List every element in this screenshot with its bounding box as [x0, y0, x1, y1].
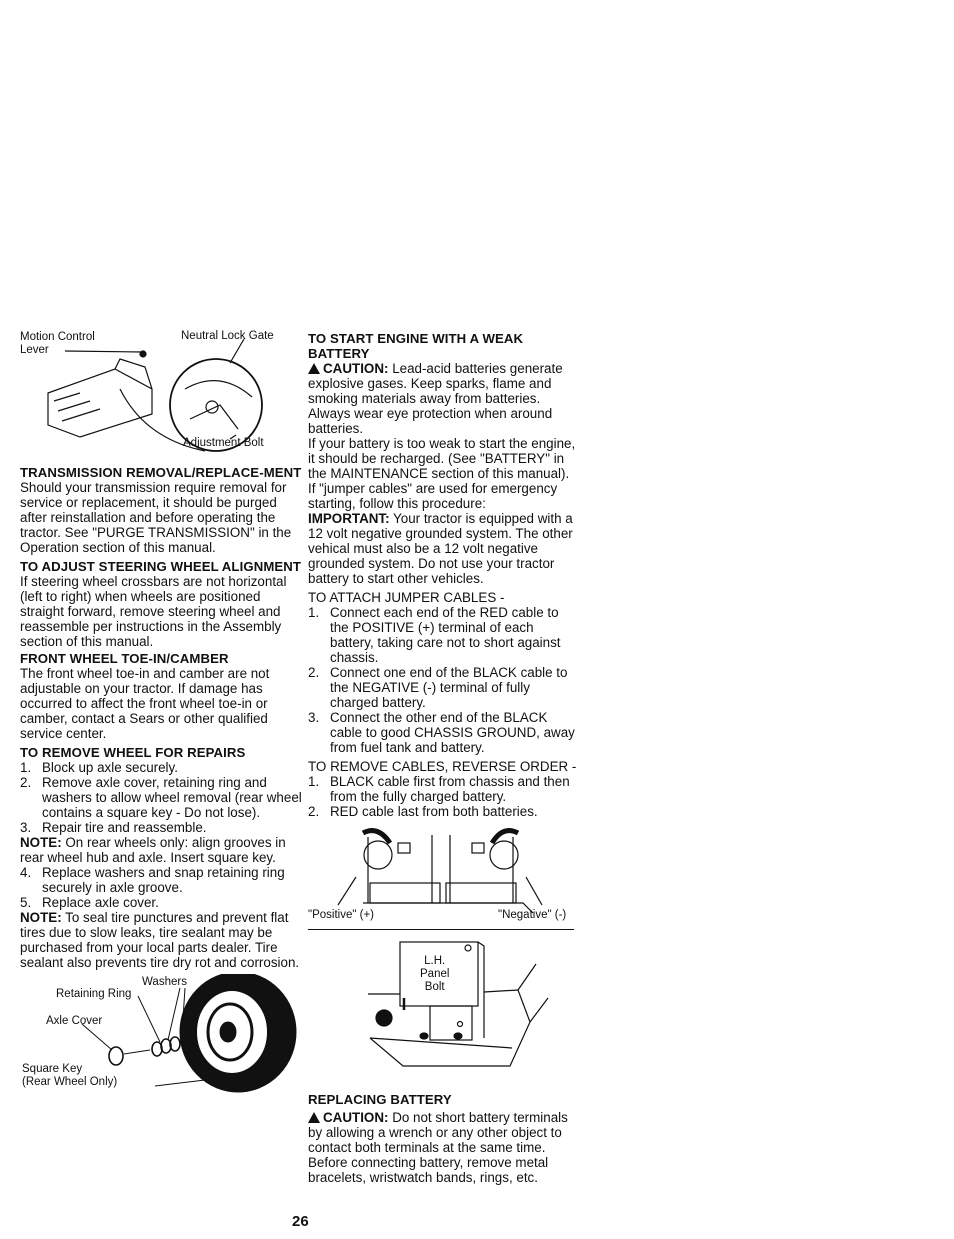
list-item: 4. Replace washers and snap retaining ring securely in axle groove. — [20, 865, 285, 895]
remove-wheel-steps — [20, 760, 302, 835]
battery-figure — [308, 825, 578, 925]
remove-wheel-title: TO REMOVE WHEEL FOR REPAIRS — [20, 745, 246, 760]
toe-in-title: FRONT WHEEL TOE-IN/CAMBER — [20, 651, 229, 666]
attach-cables-steps — [308, 605, 578, 755]
attach-cables-title: TO ATTACH JUMPER CABLES - — [308, 590, 505, 605]
steering-body: If steering wheel crossbars are not horizontal (left to right) when wheels are positioned straight forward, remove steering wheel and reassemble per instructions in the Assembly section of this manual. — [20, 574, 287, 649]
figure-divider — [308, 929, 574, 930]
page-number: 26 — [292, 1213, 309, 1230]
list-item: 1. Block up axle securely. — [20, 760, 178, 775]
important-note: IMPORTANT: Your tractor is equipped with a 12 volt negative grounded system. The other vehical must also be a 12 volt negative grounded system. Do not use your tractor battery to start other vehicles. — [308, 511, 573, 586]
axle-cover-label: Axle Cover — [46, 1015, 103, 1027]
list-item: 1. BLACK cable first from chassis and then from the fully charged battery. — [308, 774, 570, 804]
steering-title: TO ADJUST STEERING WHEEL ALIGNMENT — [20, 559, 302, 574]
retaining-ring-label: Retaining Ring — [56, 988, 132, 1000]
remove-wheel-steps-continued — [20, 865, 302, 910]
negative-label: "Negative" (-) — [498, 909, 567, 921]
washers-label: Washers — [142, 976, 187, 988]
left-column — [20, 329, 302, 1096]
replacing-battery-title: REPLACING BATTERY — [308, 1092, 452, 1107]
list-item: 2. Connect one end of the BLACK cable to the NEGATIVE (-) terminal of fully charged battery. — [308, 665, 568, 710]
positive-label: "Positive" (+) — [308, 909, 375, 921]
neutral-lock-gate-label: Neutral Lock Gate — [181, 330, 274, 342]
list-item: 2. Remove axle cover, retaining ring and washers to allow wheel removal (rear wheel contains a square key - Do not lose). — [20, 775, 302, 820]
caution-short-battery: CAUTION: Do not short battery terminals by allowing a wrench or any other object to contact both terminals at the same time. Before connecting battery, remove metal bracelets, wristwatch bands, rings, etc. — [308, 1110, 568, 1185]
list-item: 1. Connect each end of the RED cable to the POSITIVE (+) terminal of each battery, taking care not to short against chassis. — [308, 605, 561, 665]
toe-in-body: The front wheel toe-in and camber are not adjustable on your tractor. If damage has occurred to affect the front wheel toe-in or camber, contact a Sears or other qualified service center. — [20, 666, 270, 741]
warning-icon — [308, 1112, 320, 1123]
list-item: 5. Replace axle cover. — [20, 895, 159, 910]
remove-cables-title: TO REMOVE CABLES, REVERSE ORDER - — [308, 759, 577, 774]
remove-cables-steps — [308, 774, 578, 819]
list-item: 3. Connect the other end of the BLACK cable to good CHASSIS GROUND, away from fuel tank and battery. — [308, 710, 575, 755]
note-tire-sealant: NOTE: To seal tire punctures and prevent flat tires due to slow leaks, tire sealant may be purchased from your local parts dealer. Tire sealant also prevents tire dry rot and corrosion. — [20, 910, 300, 970]
caution-explosive-gases: CAUTION: Lead-acid batteries generate explosive gases. Keep sparks, flame and smoking materials away from batteries. Always wear eye protection when around batteries. — [308, 361, 563, 436]
warning-icon — [308, 363, 320, 374]
jumper-cables-paragraph: If "jumper cables" are used for emergency starting, follow this procedure: — [308, 481, 558, 511]
list-item: 3. Repair tire and reassemble. — [20, 820, 207, 835]
wheel-figure — [20, 974, 302, 1096]
right-column — [308, 329, 578, 1185]
transmission-title: TRANSMISSION REMOVAL/REPLACE-MENT — [20, 465, 302, 480]
motion-control-figure — [20, 329, 302, 457]
square-key-label: Square Key (Rear Wheel Only) — [22, 1063, 118, 1088]
recharge-paragraph: If your battery is too weak to start the engine, it should be recharged. (See "BATTERY" in the MAINTENANCE section of this manual). — [308, 436, 576, 481]
panel-bolt-figure — [308, 938, 578, 1074]
weak-battery-title: TO START ENGINE WITH A WEAK BATTERY — [308, 331, 524, 361]
motion-control-lever-label: Motion Control Lever — [20, 331, 95, 356]
panel-bolt-label: L.H. Panel Bolt — [420, 955, 450, 993]
list-item: 2. RED cable last from both batteries. — [308, 804, 538, 819]
adjustment-bolt-label: Adjustment Bolt — [183, 437, 264, 449]
note-rear-wheels: NOTE: On rear wheels only: align grooves in rear wheel hub and axle. Insert square key. — [20, 835, 286, 865]
transmission-body: Should your transmission require removal for service or replacement, it should be purged after reinstallation and before operating the tractor. See "PURGE TRANSMISSION" in the Operation section of this manual. — [20, 480, 292, 555]
